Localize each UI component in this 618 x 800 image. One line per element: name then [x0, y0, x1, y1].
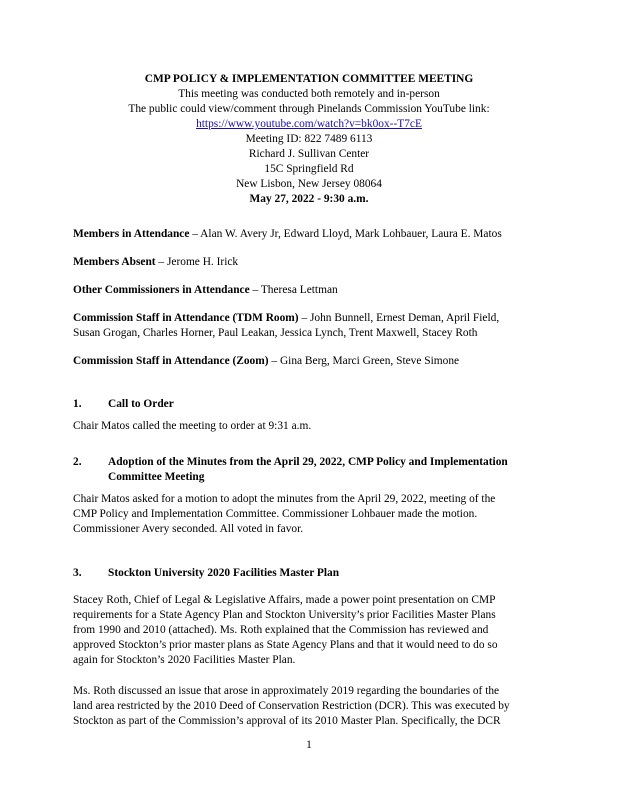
members-list: – Alan W. Avery Jr, Edward Lloyd, Mark Lohbauer, Laura E. Matos — [189, 228, 502, 240]
other-list: – Theresa Lettman — [249, 284, 338, 296]
members-absent — [73, 255, 238, 270]
section-3-text: land area restricted by the 2010 Deed of Conservation Restriction (DCR). This was executed by — [73, 700, 510, 712]
page-number: 1 — [306, 739, 312, 751]
section-3-text: again for Stockton’s 2020 Facilities Master Plan. — [73, 654, 296, 666]
section-number: 1. — [73, 398, 82, 410]
meeting-date: May 27, 2022 - 9:30 a.m. — [249, 193, 369, 205]
staff-tdm-line1 — [73, 311, 499, 326]
meeting-format-note: This meeting was conducted both remotely and in-person — [178, 88, 440, 100]
members-label: Members in Attendance — [73, 228, 190, 240]
section-title-line: Committee Meeting — [108, 471, 205, 483]
staff-zoom — [73, 354, 459, 369]
meeting-header — [0, 72, 618, 207]
youtube-note: The public could view/comment through Pinelands Commission YouTube link: — [128, 103, 490, 115]
tdm-label: Commission Staff in Attendance (TDM Room) — [73, 312, 299, 324]
section-title: Call to Order — [108, 398, 174, 410]
section-title: Stockton University 2020 Facilities Master Plan — [108, 567, 340, 579]
section-2-text: Chair Matos asked for a motion to adopt the minutes from the April 29, 2022, meeting of the — [73, 493, 496, 505]
section-1-text: Chair Matos called the meeting to order at 9:31 a.m. — [73, 420, 312, 432]
section-2-heading — [73, 455, 553, 487]
section-3-text: requirements for a State Agency Plan and Stockton University’s prior Facilities Master Plans — [73, 609, 496, 621]
members-attendance — [73, 227, 502, 242]
section-2-text: CMP Policy and Implementation Committee. Commissioner Lohbauer made the motion. — [73, 508, 478, 520]
section-3-text: approved Stockton’s prior master plans as State Agency Plans and that it would need to do so — [73, 639, 498, 651]
other-commissioners — [73, 283, 338, 298]
staff-tdm-line2: Susan Grogan, Charles Horner, Paul Leakan, Jessica Lynch, Trent Maxwell, Stacey Roth — [73, 327, 478, 339]
section-2-text: Commissioner Avery seconded. All voted in favor. — [73, 523, 304, 535]
section-3-text: Stacey Roth, Chief of Legal & Legislative Affairs, made a power point presentation on CMP — [73, 594, 496, 606]
section-3-text: Ms. Roth discussed an issue that arose in approximately 2019 regarding the boundaries of the — [73, 685, 500, 697]
meeting-id: Meeting ID: 822 7489 6113 — [245, 133, 373, 145]
venue-city: New Lisbon, New Jersey 08064 — [236, 178, 382, 190]
zoom-label: Commission Staff in Attendance (Zoom) — [73, 355, 269, 367]
section-3-text: from 1990 and 2010 (attached). Ms. Roth explained that the Commission has reviewed and — [73, 624, 489, 636]
section-number: 2. — [73, 456, 82, 468]
other-label: Other Commissioners in Attendance — [73, 284, 250, 296]
venue-street: 15C Springfield Rd — [264, 163, 354, 175]
section-number: 3. — [73, 567, 82, 579]
tdm-list-1: – John Bunnell, Ernest Deman, April Field, — [298, 312, 500, 324]
absent-list: – Jerome H. Irick — [155, 256, 239, 268]
section-title-line: Adoption of the Minutes from the April 29, 2022, CMP Policy and Implementation — [108, 456, 508, 468]
youtube-link[interactable]: https://www.youtube.com/watch?v=bk0ox--T7cE — [196, 118, 422, 130]
absent-label: Members Absent — [73, 256, 156, 268]
meeting-title: CMP POLICY & IMPLEMENTATION COMMITTEE MEETING — [144, 73, 474, 85]
venue-name: Richard J. Sullivan Center — [248, 148, 370, 160]
section-3-text: Stockton as part of the Commission’s approval of its 2010 Master Plan. Specifically, the DCR — [73, 715, 501, 727]
zoom-list: – Gina Berg, Marci Green, Steve Simone — [268, 355, 460, 367]
